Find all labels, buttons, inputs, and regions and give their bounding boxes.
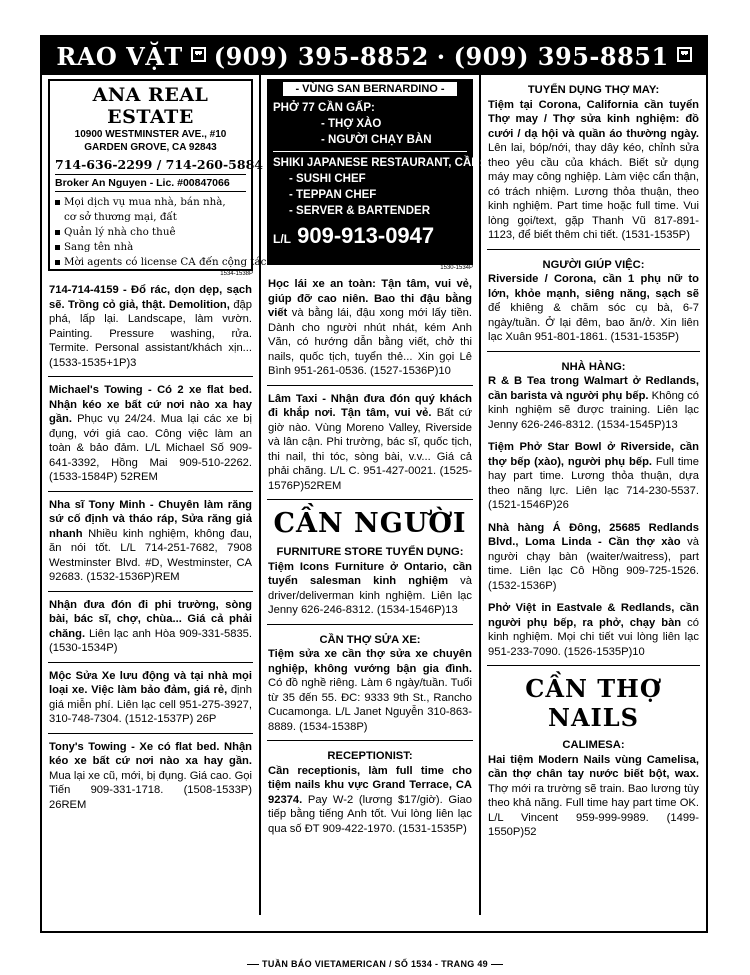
ad-line: - SUSHI CHEF — [289, 173, 366, 185]
ad-line: SHIKI JAPANESE RESTAURANT, CẦN: — [273, 157, 484, 169]
bullet-icon — [55, 200, 60, 205]
ad-heading: FURNITURE STORE TUYỂN DỤNG: — [276, 546, 464, 558]
classified-ad: RECEPTIONIST: Cần receptionis, làm full time cho tiệm nails khu vực Grand Terrace, CA 92374. Pay W-2 (lương $17/giờ). Giao tiếp bằng tiếng Anh tốt. Vui lòng liên lạc qua số ĐT 909-422-1970. (1531-1535P) — [268, 750, 472, 835]
column-2 — [261, 75, 484, 915]
classified-ad: NGƯỜI GIÚP VIỆC: Riverside / Corona, cần 1 phụ nữ to lớn, khỏe mạnh, siêng năng, sạch sẽ để khiêng & chăm sóc cụ bà, 6-7 ngày/tuần. Ở lại đêm, bao ăn/ở. Xin liên lạc Xuân 951-801-1861. (1531-1535P) — [487, 250, 700, 352]
ad-heading: RECEPTIONIST: — [327, 750, 413, 762]
classified-ad: 714-714-4159 - Đổ rác, dọn dẹp, sạch sẽ. Trồng cỏ giả, thật. Demolition, đập phá, lấp lại. Landscape, làm vườn. Painting. Pressure washing, rửa. Termite. Personal assistant/khách xịn... (1533-1535+1P)3 — [48, 277, 253, 377]
classified-ad: Nhận đưa đón đi phi trường, sòng bài, bác sĩ, chợ, chùa... Giá cả phải chăng. Liên lạc anh Hòa 909-331-5835. (1530-1534P) — [48, 592, 253, 663]
ana-services — [55, 195, 267, 270]
ad-line: - THỢ XÀO — [321, 118, 382, 130]
classifieds-page — [40, 35, 708, 933]
classified-ad: CẦN THỢ SỬA XE: Tiệm sửa xe cần thợ sửa xe chuyên nghiệp, không vướng bận gia đình. Có đồ nghề riêng. Làm 6 ngày/tuần. Tuổi từ 35 đến 55. ĐC: 9333 9th St., Rancho Cucamonga. L/L Janet Nguyễn 310-863-8889. (1534-1538P) — [267, 625, 473, 742]
ad-heading: CẦN THỢ SỬA XE: — [319, 633, 421, 646]
contact-phone: L/L 909-913-0947 — [273, 223, 435, 248]
ad-line: - SERVER & BARTENDER — [289, 205, 430, 217]
ana-phones: 714-636-2299 / 714-260-5884 — [55, 157, 246, 175]
box-tag: 1530-1534P — [440, 265, 473, 271]
ana-real-estate-ad — [48, 79, 267, 271]
ad-heading: TUYỂN DỤNG THỢ MAY: — [527, 84, 660, 96]
footer-text: TUẦN BÁO VIETAMERICAN / SỐ 1534 - TRANG 49 — [262, 959, 488, 969]
header-separator: · — [436, 41, 446, 71]
page-header — [42, 37, 706, 75]
column-3 — [481, 75, 706, 915]
classified-ad: Michael's Towing - Có 2 xe flat bed. Nhận kéo xe bất cứ nơi nào xa hay gần. Phục vụ 24/24. Mua lại các xe bị đụng, với giá cao. Công việc làm an toàn & bảo đảm. L/L Michael Số 909-641-3392, Hồng Mai 909-510-2262. (1533-1584P) 52REM — [48, 377, 253, 492]
header-phone-2: (909) 395-8851 — [453, 41, 669, 71]
list-item: cơ sở thương mại, đất — [64, 211, 177, 223]
ad-heading: CALIMESA: — [562, 739, 625, 751]
classified-ad: Học lái xe an toàn: Tận tâm, vui vẻ, giúp đỡ cao niên. Bao thi đậu bằng viết và bằng lái, đậu xong mới lấy tiền. Dành cho người nhút nhát, kém Anh Văn, có hướng dẫn bằng viết, chở thi nails, quốc tịch, tuyển thẻ... Xin gọi Lê Bình 951-261-0536. (1527-1536P)10 — [267, 271, 473, 386]
classified-ad: Tony's Towing - Xe có flat bed. Nhận kéo xe bất cứ nơi nào xa hay gần. Mua lại xe cũ, mới, bị đụng. Giá cao. Gọi Tiến 909-331-1718. (1508-1533P) 26REM — [49, 740, 252, 811]
classified-ad: Lâm Taxi - Nhận đưa đón quý khách đi khắp nơi. Tận tâm, vui vẻ. Bất cứ giờ nào. Vùng Moreno Valley, Riverside và lân cận. Phi trường, bác sĩ, quốc tịch, thi nail, thi tóc, sòng bài, v.v... Giá cả phải chăng. L/L C. 951-427-0021. (1525-1576P)52REM — [267, 386, 473, 501]
list-item: Quản lý nhà cho thuê — [55, 225, 246, 240]
phone-icon — [191, 47, 206, 62]
section-title-can-tho-nails: CẦN THỢ NAILS — [525, 674, 662, 732]
classified-ad: FURNITURE STORE TUYỂN DỤNG: Tiệm Icons Furniture ở Ontario, cần tuyển salesman kinh nghiệm và driver/deliverman kinh nghiệm. Liên lạc Jenny 626-246-8312. (1534-1546P)13 — [267, 545, 473, 625]
header-phone-1: (909) 395-8852 — [213, 41, 429, 71]
san-bernardino-ad — [267, 79, 484, 265]
ad-line: - NGƯỜI CHẠY BÀN — [321, 134, 432, 146]
classified-ad: Phở Việt in Eastvale & Redlands, cần người phụ bếp, ra phở, chạy bàn có kinh nghiệm. Mọi chi tiết vui lòng liên lạc 951-233-7090. (1526-1535P)10 — [487, 595, 700, 666]
page-footer — [0, 959, 750, 969]
classified-ad: NHÀ HÀNG: R & B Tea trong Walmart ở Redlands, cần barista và người phụ bếp. Không có kinh nghiệm sẽ được training. Liên lạc Jenny 626-246-8312. (1534-1545P)13 — [488, 360, 699, 431]
list-item: Mời agents có license CA đến cộng tác — [55, 255, 246, 270]
ana-address-1: 10900 WESTMINSTER AVE., #10 — [74, 129, 227, 140]
ad-line: - TEPPAN CHEF — [289, 189, 377, 201]
columns — [42, 75, 706, 915]
ad-line: PHỞ 77 CẦN GẤP: — [273, 102, 375, 114]
ad-heading: NGƯỜI GIÚP VIỆC: — [542, 258, 645, 271]
classified-ad: Mộc Sửa Xe lưu động và tại nhà mọi loại xe. Việc làm bảo đảm, giá rẻ, định giá miễn phí. Liên lạc cell 951-275-3927, 310-748-7304. (1512-1537P) 26P — [48, 663, 253, 734]
classified-ad: Nha sĩ Tony Minh - Chuyên làm răng sứ cố định và tháo ráp, Sửa răng giả nhanh Nhiều kinh nghiệm, không đau, ăn nói tốt. L/L 714-251-7682, 7908 Westminster Blvd. #D, Westminster, CA 92683. (1532-1536P)REM — [48, 492, 253, 592]
bullet-icon — [55, 230, 60, 235]
list-item: Sang tên nhà — [55, 240, 246, 255]
ana-address-2: GARDEN GROVE, CA 92843 — [84, 142, 217, 153]
classified-ad: CALIMESA: Hai tiệm Modern Nails vùng Camelisa, cần thợ chân tay nước biết bột, wax. Thợ mới ra trường sẽ train. Bao lương tùy theo khả năng. Full time hay part time OK. L/L Vincent 959-999-9989. (1499-1550P)52 — [488, 739, 699, 838]
bullet-icon — [55, 260, 60, 265]
phone-icon — [677, 47, 692, 62]
ad-heading: NHÀ HÀNG: — [561, 360, 626, 373]
ana-tag: 1534-1538P — [220, 271, 253, 277]
column-1 — [42, 75, 267, 915]
column-1-ads — [48, 277, 253, 818]
region-label: - VÙNG SAN BERNARDINO - — [283, 82, 457, 96]
ana-name: ANA REAL ESTATE — [92, 84, 209, 128]
ana-broker: Broker An Nguyen - Lic. #00847066 — [55, 175, 246, 192]
header-title: RAO VẶT — [56, 41, 183, 71]
classified-ad: Nhà hàng Á Đông, 25685 Redlands Blvd., Loma Linda - Cần thợ xào và người chạy bàn (waiter/waitress), part time. Liên lạc Cô Hồng 909-725-1526. (1532-1536P) — [488, 521, 699, 592]
bullet-icon — [55, 245, 60, 250]
section-title-can-nguoi: CẦN NGƯỜI — [273, 508, 467, 539]
list-item: Mọi dịch vụ mua nhà, bán nhà, — [55, 195, 246, 210]
classified-ad: Tiệm Phở Star Bowl ở Riverside, cần thợ bếp (xào), người phụ bếp. Full time hay part time. Lương thỏa thuận, dựa theo năng lực. Liên lạc 714-230-5537. (1521-1546P)26 — [488, 441, 699, 511]
classified-ad: TUYỂN DỤNG THỢ MAY: Tiệm tại Corona, California cần tuyển Thợ may / Thợ sửa kinh nghiệm: đồ cưới / dạ hội và quần áo thường ngày. Lên lai, bóp/nới, thay dây kéo, chỉnh sửa theo yêu cầu của khách. Biết sử dụng máy may công nghiệp. Làm việc cẩn thận, có trách nhiệm. Lương thỏa thuận, theo kinh nghiệm. Part time hoặc full time. Vui lòng gọi/text, gặp Thanh Vũ 817-891-1123, để biết thêm chi tiết. (1531-1535P) — [487, 75, 700, 250]
